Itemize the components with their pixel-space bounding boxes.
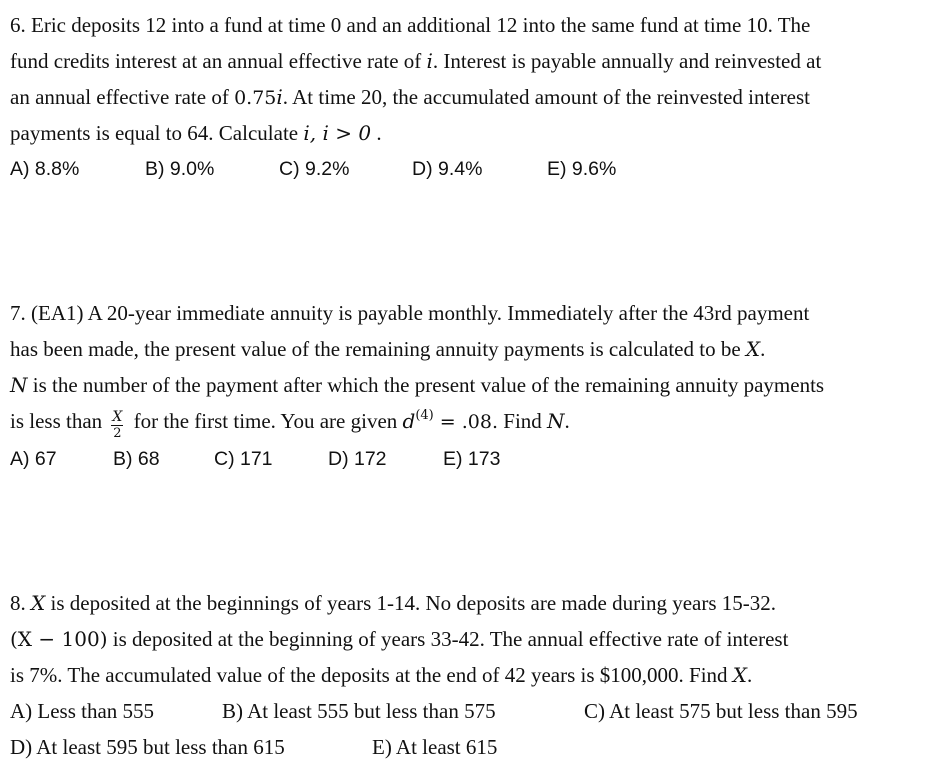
q7-line-4 [10, 408, 570, 440]
q8-choice-d[interactable]: D) At least 595 but less than 615 [10, 735, 285, 759]
q7-math-var: X [745, 337, 761, 361]
q6-text: fund credits interest at an annual effective rate of [10, 49, 427, 73]
q6-choice-e[interactable]: E) 9.6% [547, 158, 617, 180]
q8-text: is deposited at the beginning of years 33-42. The annual effective rate of interest [107, 627, 789, 651]
q6-math-condition: i, i > 0 [303, 121, 372, 145]
q7-math-equation: = .08. [433, 411, 499, 433]
q7-text: is the number of the payment after which the present value of the remaining annuity payments [27, 373, 825, 397]
q6-line-4 [10, 120, 382, 146]
q7-math-var: N [10, 373, 28, 397]
q8-choice-c[interactable]: C) At least 575 but less than 595 [584, 699, 858, 723]
q6-choice-b[interactable]: B) 9.0% [145, 158, 215, 180]
q7-superscript: (4) [415, 408, 434, 423]
q6-text: an annual effective rate of [10, 85, 235, 109]
q7-text: is less than [10, 409, 108, 433]
q6-text: payments is equal to 64. Calculate [10, 121, 304, 145]
q8-text: is 7%. The accumulated value of the deposits at the end of 42 years is $100,000. Find [10, 663, 733, 687]
q7-choice-d[interactable]: D) 172 [328, 448, 387, 470]
q8-math-var: X [31, 591, 46, 615]
q7-choice-b[interactable]: B) 68 [113, 448, 160, 470]
q6-choice-d[interactable]: D) 9.4% [412, 158, 483, 180]
q6-text: . At time 20, the accumulated amount of the reinvested interest [282, 85, 810, 109]
q6-text: 6. Eric deposits 12 into a fund at time 0 and an additional 12 into the same fund at time 10. The [10, 13, 811, 37]
q8-choice-e[interactable]: E) At least 615 [372, 735, 498, 759]
q8-line-3 [10, 662, 752, 688]
q6-line-2 [10, 48, 821, 74]
q6-choice-a[interactable]: A) 8.8% [10, 158, 80, 180]
q8-choice-b[interactable]: B) At least 555 but less than 575 [222, 699, 496, 723]
q6-line-3 [10, 84, 810, 111]
q7-fraction [111, 410, 123, 440]
q7-line-2 [10, 336, 765, 362]
q7-math-var: N [547, 409, 565, 433]
q6-text: . [371, 121, 382, 145]
q6-math-var: i [276, 85, 283, 109]
q8-text: 8. [10, 591, 31, 615]
q7-text: has been made, the present value of the remaining annuity payments is calculated to be [10, 337, 746, 361]
q7-line-1 [10, 300, 809, 326]
q7-choice-e[interactable]: E) 173 [443, 448, 501, 470]
q8-choice-a[interactable]: A) Less than 555 [10, 699, 155, 723]
q8-math-var: X [732, 663, 748, 687]
q8-text: is deposited at the beginnings of years 1-14. No deposits are made during years 15-32. [45, 591, 776, 615]
q6-math-number: 0.75 [234, 87, 277, 109]
q7-text: . [564, 409, 570, 433]
q8-line-1 [10, 590, 776, 616]
q8-math-expression: (X − 100) [10, 627, 108, 651]
q6-math-var: i [426, 49, 433, 73]
q7-text: for the first time. You are given [128, 409, 403, 433]
q7-choice-c[interactable]: C) 171 [214, 448, 273, 470]
q7-math-var: d [402, 409, 416, 433]
q7-text: 7. (EA1) A 20-year immediate annuity is payable monthly. Immediately after the 43rd payment [10, 301, 810, 325]
q7-line-3 [10, 372, 824, 398]
q7-text: Find [498, 409, 548, 433]
q7-fraction-numerator: X [112, 409, 123, 425]
q7-text: . [760, 337, 766, 361]
q6-text: . Interest is payable annually and reinvested at [432, 49, 822, 73]
q7-choice-a[interactable]: A) 67 [10, 448, 57, 470]
q8-text: . [747, 663, 753, 687]
q8-line-2 [10, 626, 788, 652]
q6-line-1 [10, 12, 810, 38]
q7-fraction-denominator: 2 [113, 426, 122, 441]
q6-choice-c[interactable]: C) 9.2% [279, 158, 350, 180]
